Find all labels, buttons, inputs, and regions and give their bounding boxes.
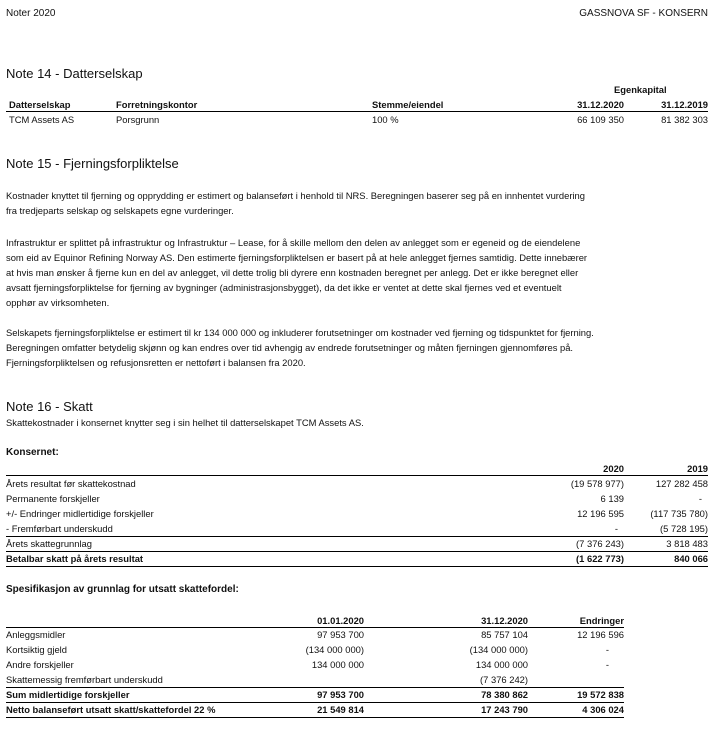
note15-p3-line3: Fjerningsforpliktelsen og refusjonsretten er nettoført i balansen fra 2020. [6,357,306,368]
tax-total-rule [6,551,708,552]
spec-row-3112: (7 376 242) [480,674,528,685]
note15-paragraph-2 [6,235,706,310]
tax-row-2019: (117 735 780) [650,508,708,519]
tax-row-2020: 6 139 [600,493,624,504]
note15-title: Note 15 - Fjerningsforpliktelse [6,156,179,171]
spec-row-0101: 134 000 000 [311,659,364,670]
note14-cell-2019: 81 382 303 [661,114,708,125]
tax-row-2019: 127 282 458 [655,478,708,489]
spec-header-rule [6,627,624,628]
spec-row-label: Andre forskjeller [6,659,74,670]
tax-row-label: Årets resultat før skattekostnad [6,478,136,489]
tax-row-2020: (19 578 977) [570,478,624,489]
note15-p2-line4: avsatt fjerningsforpliktelse for fjerning av bygninger (administrasjonsbygget), da det ikke er ventet at dette skal fjernes ved et eventuelt [6,282,562,293]
note14-col-2020: 31.12.2020 [577,99,624,110]
spec-row-endringer: 12 196 596 [577,629,624,640]
spec-sum-label: Sum midlertidige forskjeller [6,689,130,700]
note16-year-2019: 2019 [687,463,708,474]
tax-total-label: Betalbar skatt på årets resultat [6,553,144,564]
spec-total-rule [6,702,624,703]
spec-total-0101: 21 549 814 [317,704,364,715]
spec-row-label: Skattemessig fremførbart underskudd [6,674,163,685]
note16-konsernet-label: Konsernet: [6,447,59,458]
spec-col-0101: 01.01.2020 [317,615,364,626]
tax-row-2019: - [698,493,702,504]
tax-row-2019: 3 818 483 [666,538,708,549]
tax-bottom-rule [6,566,708,567]
spec-title: Spesifikasjon av grunnlag for utsatt skattefordel: [6,584,239,595]
spec-sum-endringer: 19 572 838 [577,689,624,700]
spec-row-endringer: - [605,644,609,655]
note14-title: Note 14 - Datterselskap [6,66,143,81]
spec-row-0101: 97 953 700 [317,629,364,640]
spec-row-label: Anleggsmidler [6,629,66,640]
note14-col-datterselskap: Datterselskap [9,99,71,110]
note16-intro: Skattekostnader i konsernet knytter seg i sin helhet til datterselskapet TCM Assets AS. [6,417,364,428]
note14-col-stemme: Stemme/eiendel [372,99,444,110]
note14-cell-share: 100 % [372,114,399,125]
spec-col-3112: 31.12.2020 [481,615,528,626]
spec-total-endringer: 4 306 024 [582,704,624,715]
spec-sum-rule [6,687,624,688]
note14-cell-2020: 66 109 350 [577,114,624,125]
spec-bottom-rule [6,717,624,718]
note15-p1-line2: fra tredjeparts selskap og selskapets egne vurderinger. [6,205,234,216]
spec-row-endringer: - [605,659,609,670]
note15-p3-line1: Selskapets fjerningsforpliktelse er estimert til kr 134 000 000 og inkluderer forutsetninger om kostnader ved fjerning og tidspunktet for fjerning. [6,327,594,338]
spec-row-3112: 134 000 000 [475,659,528,670]
note16-header-rule [6,475,708,476]
note14-cell-company: TCM Assets AS [9,114,75,125]
tax-row-label: +/- Endringer midlertidige forskjeller [6,508,154,519]
spec-total-label: Netto balanseført utsatt skatt/skattefordel 22 % [6,704,216,715]
tax-total-2019: 840 066 [674,553,708,564]
spec-total-3112: 17 243 790 [481,704,528,715]
spec-row-3112: (134 000 000) [469,644,528,655]
note14-col-forretningskontor: Forretningskontor [116,99,198,110]
tax-row-label: - Fremførbart underskudd [6,523,113,534]
note16-year-2020: 2020 [603,463,624,474]
note15-p1-line1: Kostnader knyttet til fjerning og opprydding er estimert og balanseført i henhold til NRS. Beregningen baserer seg på en innhentet vurdering [6,190,585,201]
note15-p3-line2: Beregningen omfatter betydelig skjønn og kan endres over tid avhengig av endrede forutsetninger og måten fjerningen gjennomføres på. [6,342,574,353]
tax-row-2019: (5 728 195) [660,523,708,534]
tax-row-2020: - [614,523,618,534]
spec-row-3112: 85 757 104 [481,629,528,640]
note15-paragraph-3 [6,325,706,370]
tax-row-2020: (7 376 243) [576,538,624,549]
note14-group-header: Egenkapital [614,84,667,95]
note14-col-2019: 31.12.2019 [661,99,708,110]
spec-col-endringer: Endringer [579,615,624,626]
note14-cell-office: Porsgrunn [116,114,160,125]
tax-row-label: Årets skattegrunnlag [6,538,92,549]
tax-row-label: Permanente forskjeller [6,493,100,504]
tax-sum-rule [6,536,708,537]
note14-header-rule [6,111,708,112]
spec-row-0101: (134 000 000) [305,644,364,655]
header-left: Noter 2020 [6,8,56,19]
header-right: GASSNOVA SF - KONSERN [579,8,708,19]
note15-p2-line3: at hvis man ønsker å fjerne kun en del av anlegget, vil dette trolig bli dyrere enn kostnaden beregnet per anlegg. Det er ikke beregnet eller [6,267,579,278]
tax-total-2020: (1 622 773) [576,553,624,564]
spec-sum-0101: 97 953 700 [317,689,364,700]
note15-p2-line2: som eid av Equinor Refining Norway AS. Den estimerte fjerningsforpliktelsen er basert på at hele anlegget fjernes samtidig. Dette innebærer [6,252,588,263]
tax-row-2020: 12 196 595 [577,508,624,519]
note15-p2-line1: Infrastruktur er splittet på infrastruktur og Infrastruktur – Lease, for å skille mellom den delen av anlegget som er egeneid og de eiendelene [6,237,581,248]
spec-sum-3112: 78 380 862 [481,689,528,700]
note15-paragraph-1 [6,188,706,218]
spec-row-label: Kortsiktig gjeld [6,644,67,655]
note15-p2-line5: opphør av virksomheten. [6,297,110,308]
note16-title: Note 16 - Skatt [6,399,93,414]
